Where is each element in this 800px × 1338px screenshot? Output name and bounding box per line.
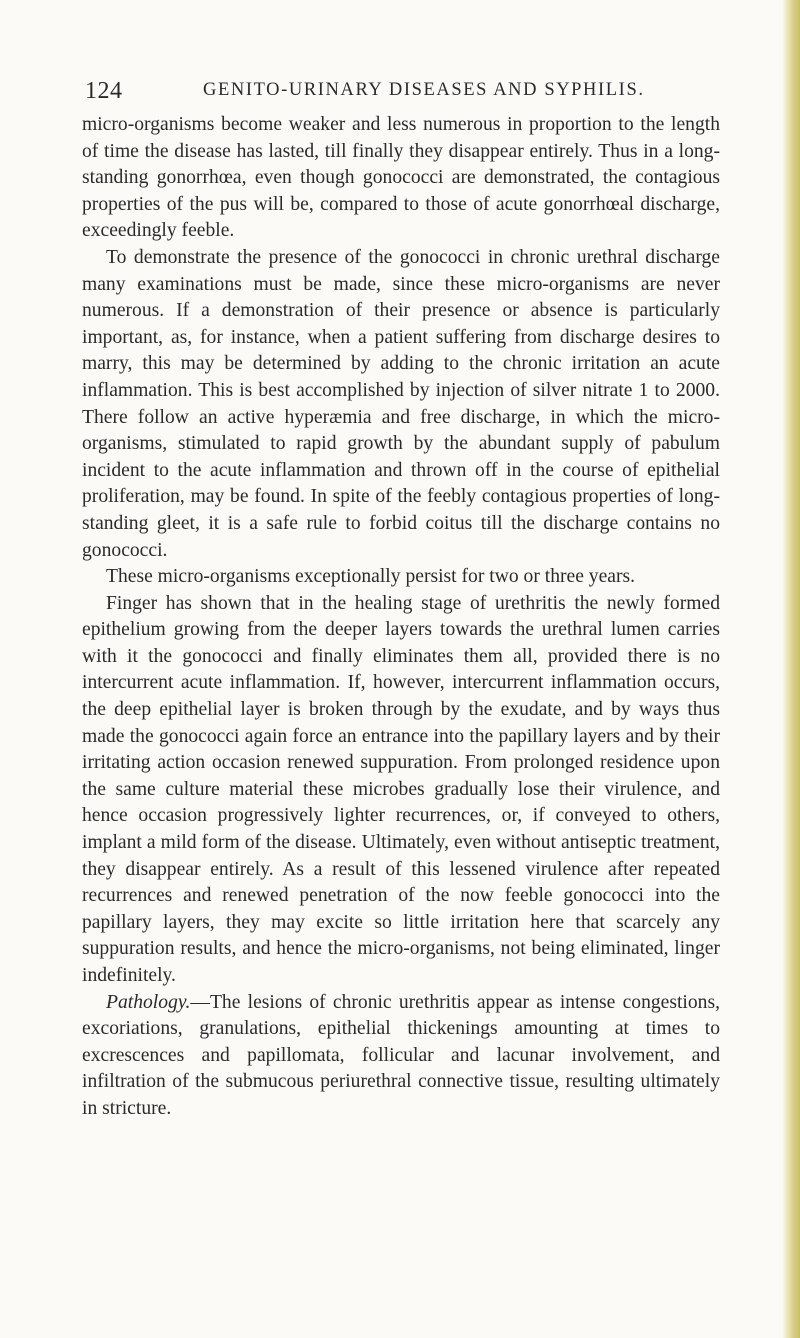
paragraph-persistence: These micro-organisms exceptionally persist for two or three years.: [106, 566, 636, 588]
paragraph-continuation: micro-organisms become weaker and less numerous in proportion to the length of time the disease has lasted, till finally they disappear entirely. Thus in a long-standing gonorrhœa, even though gonococci are demonstrated, the contagious properties of the pus will be, compared to those of acute gonorrhœal discharge, exceedingly feeble.: [82, 114, 720, 242]
running-title: GENITO-URINARY DISEASES AND SYPHILIS.: [203, 80, 645, 100]
paragraph-pathology: [82, 990, 720, 1123]
page-edge-shadow: [782, 0, 800, 1338]
paragraph-demonstration: To demonstrate the presence of the gonococci in chronic urethral discharge many examinations must be made, since these micro-organisms are never numerous. If a demonstration of their presence or absence is particularly important, as, for instance, when a patient suffering from discharge desires to marry, this may be determined by adding to the chronic irritation an acute inflammation. This is best accomplished by injection of silver nitrate 1 to 2000. There follow an active hyperæmia and free discharge, in which the micro-organisms, stimulated to rapid growth by the abundant supply of pabulum incident to the acute inflammation and thrown off in the course of epithelial proliferation, may be found. In spite of the feebly contagious properties of long-standing gleet, it is a safe rule to forbid coitus till the discharge contains no gonococci.: [82, 246, 720, 561]
running-head: [85, 74, 705, 104]
body-text: [82, 112, 720, 1123]
pathology-text: —The lesions of chronic urethritis appear as intense congestions, excoriations, granulations, epithelial thickenings amounting at times to excrescences and papillomata, follicular and lacunar involvement, and infiltration of the submucous periurethral connective tissue, resulting ultimately in stricture.: [82, 991, 720, 1119]
pathology-heading: Pathology.: [106, 991, 191, 1013]
paragraph-finger: Finger has shown that in the healing stage of urethritis the newly formed epithelium growing from the deeper layers towards the urethral lumen carries with it the gonococci and finally eliminates them all, provided there is no intercurrent acute inflammation. If, however, intercurrent inflammation occurs, the deep epithelial layer is broken through by the exudate, and by ways thus made the gonococci again force an entrance into the papillary layers and by their irritating action occasion renewed suppuration. From prolonged residence upon the same culture material these microbes gradually lose their virulence, and hence occasion progressively lighter recurrences, or, if conveyed to others, implant a mild form of the disease. Ultimately, even without antiseptic treatment, they disappear entirely. As a result of this lessened virulence after repeated recurrences and renewed penetration of the now feeble gonococci into the papillary layers, they may excite so little irritation here that scarcely any suppuration results, and hence the micro-organisms, not being eliminated, linger indefinitely.: [82, 592, 720, 986]
page-number: 124: [85, 78, 123, 104]
